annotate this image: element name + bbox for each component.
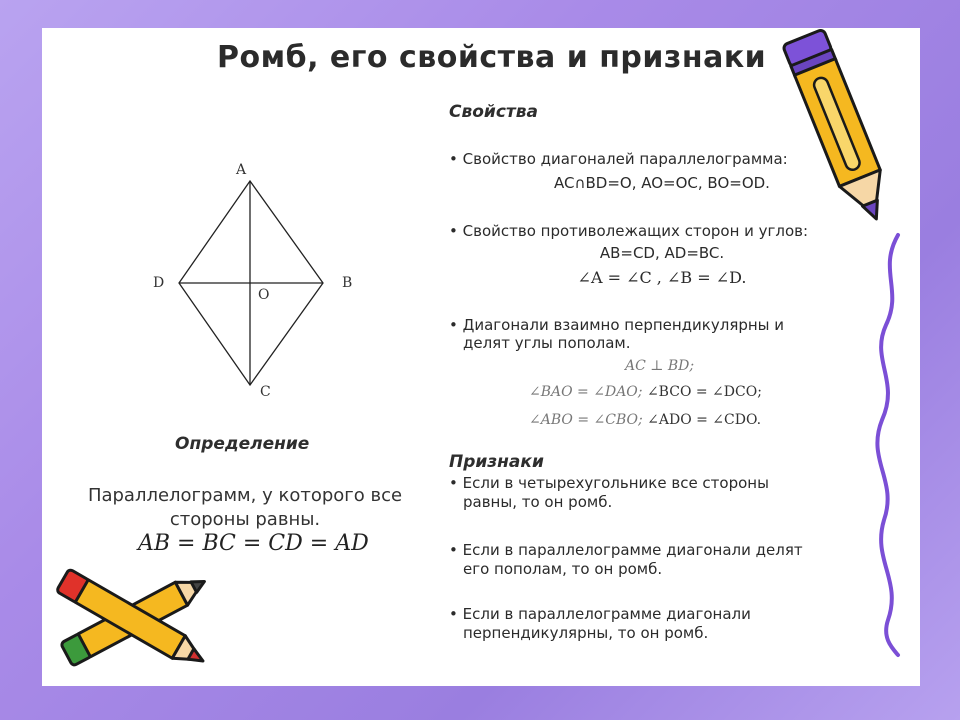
definition-heading: Определение bbox=[175, 434, 310, 454]
definition-equation: AB = BC = CD = AD bbox=[138, 531, 369, 556]
property-2-line-2: AB=CD, AD=BC. bbox=[599, 244, 725, 262]
property-2-line-3: ∠A = ∠C , ∠B = ∠D. bbox=[577, 268, 747, 287]
criterion-3-line-2: перпендикулярны, то он ромб. bbox=[463, 624, 709, 642]
vertex-label-d: D bbox=[153, 275, 165, 291]
vertex-label-b: B bbox=[342, 275, 353, 291]
criterion-3-line-1: Если в параллелограмме диагонали bbox=[462, 605, 751, 623]
property-3-math-1: AC ⊥ BD; bbox=[625, 358, 695, 374]
property-1-line-2: AC∩BD=O, AO=OC, BO=OD. bbox=[554, 174, 770, 192]
criterion-2-line-1: Если в параллелограмме диагонали делят bbox=[462, 541, 803, 559]
property-item-3 bbox=[449, 316, 784, 335]
bullet-glyph: • bbox=[449, 316, 458, 334]
vertex-label-a: A bbox=[236, 162, 247, 178]
property-item-2 bbox=[449, 222, 808, 241]
math-angle-abo-cbo: ∠ABO = ∠CBO; bbox=[529, 412, 643, 428]
page-title: Ромб, его свойства и признаки bbox=[217, 40, 767, 75]
criteria-heading: Признаки bbox=[449, 452, 544, 472]
bullet-glyph: • bbox=[449, 541, 458, 559]
bullet-glyph: • bbox=[449, 605, 458, 623]
squiggle-decoration bbox=[858, 230, 918, 660]
criterion-item-1 bbox=[449, 474, 769, 493]
math-angle-bao-dao: ∠BAO = ∠DAO; bbox=[529, 384, 643, 400]
vertex-label-c: C bbox=[260, 384, 271, 400]
properties-heading: Свойства bbox=[449, 102, 538, 122]
definition-line-2: стороны равны. bbox=[169, 509, 321, 530]
criterion-1-line-2: равны, то он ромб. bbox=[463, 493, 613, 511]
math-angle-ado-cdo: ∠ADO = ∠CDO. bbox=[642, 412, 762, 428]
bullet-glyph: • bbox=[449, 474, 458, 492]
criterion-2-line-2: его пополам, то он ромб. bbox=[463, 560, 663, 578]
vertex-label-o: O bbox=[258, 287, 270, 303]
property-2-line-1: Свойство противолежащих сторон и углов: bbox=[462, 222, 809, 240]
property-item-1 bbox=[449, 150, 788, 169]
property-3-math-2 bbox=[529, 384, 762, 400]
criterion-item-2 bbox=[449, 541, 803, 560]
math-angle-bco-dco: ∠BCO = ∠DCO; bbox=[642, 384, 762, 400]
criterion-item-3 bbox=[449, 605, 751, 624]
criterion-1-line-1: Если в четырехугольнике все стороны bbox=[462, 474, 769, 492]
bullet-glyph: • bbox=[449, 222, 458, 240]
property-1-line-1: Свойство диагоналей параллелограмма: bbox=[462, 150, 788, 168]
pencil-lead bbox=[863, 200, 884, 222]
pencil-clipart-top bbox=[775, 22, 905, 237]
bullet-glyph: • bbox=[449, 150, 458, 168]
property-3-math-3 bbox=[529, 412, 761, 428]
definition-line-1: Параллелограмм, у которого все bbox=[87, 485, 403, 506]
property-3-line-2: делят углы пополам. bbox=[463, 334, 631, 352]
crossed-pencils-clipart bbox=[40, 555, 225, 685]
property-3-line-1: Диагонали взаимно перпендикулярны и bbox=[462, 316, 785, 334]
